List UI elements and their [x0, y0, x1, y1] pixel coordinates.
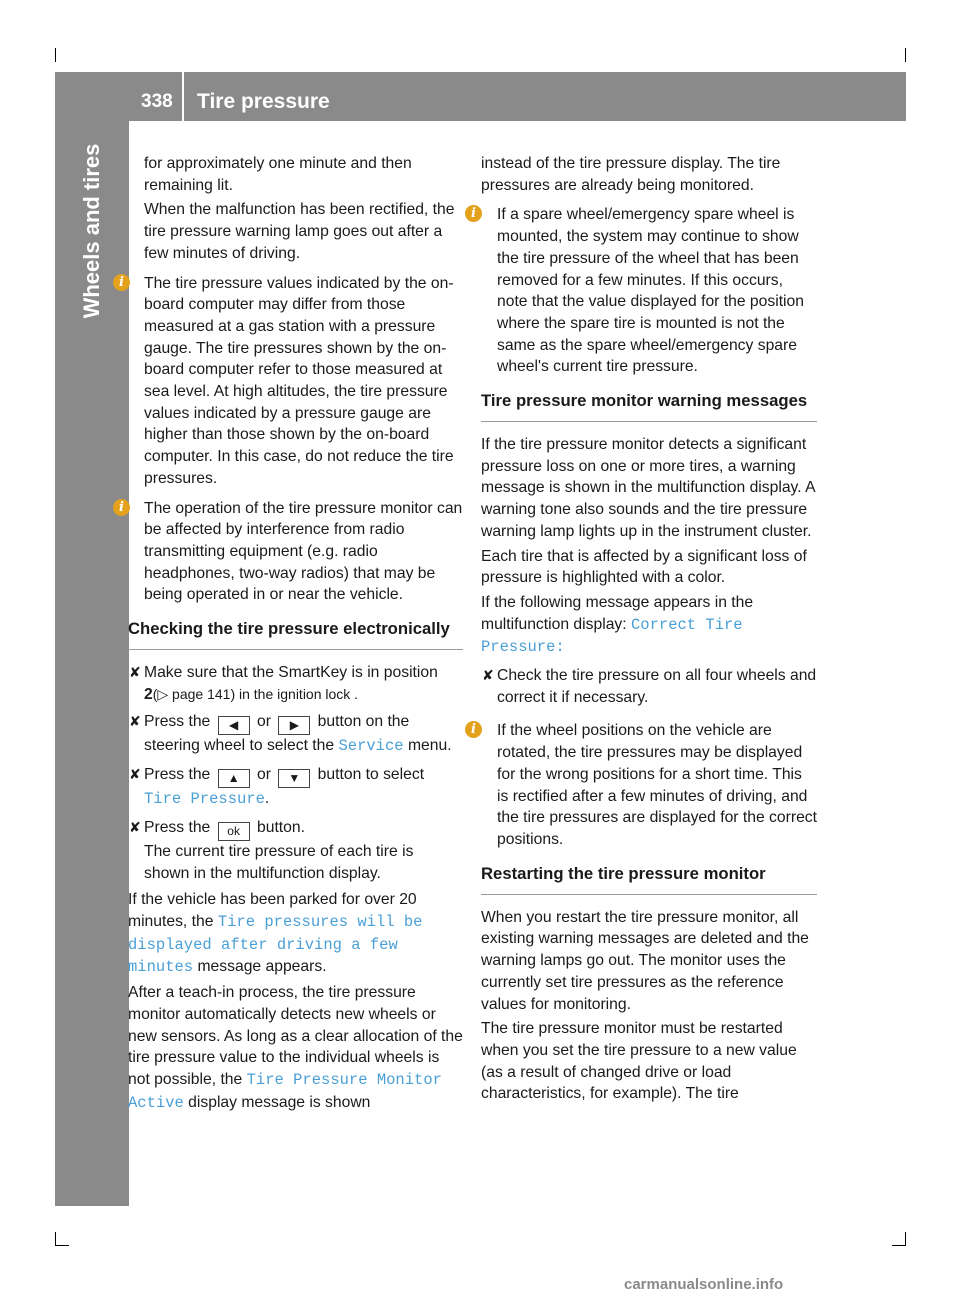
- paragraph: [128, 889, 463, 979]
- crop-mark: [905, 48, 906, 62]
- step-text: or: [257, 713, 271, 731]
- instruction-step: [128, 764, 463, 811]
- info-text: The operation of the tire pressure monitor can be affected by interference from radio transmitting equipment (e.g. radio headphones, two-way radios) that may be being operated in or near the vehicle.: [144, 499, 463, 604]
- step-text: button.: [257, 818, 305, 836]
- display-message: Tire Pressure Monitor Active: [128, 1070, 442, 1112]
- paragraph-text: If the vehicle has been parked for over 20 minutes, the: [128, 891, 417, 930]
- step-bullet-icon: ✘: [129, 818, 141, 835]
- chapter-label: Wheels and tires: [79, 143, 104, 319]
- paragraph-text: message appears.: [197, 958, 327, 976]
- menu-name: Service: [338, 737, 404, 756]
- instruction-step: [128, 662, 463, 705]
- step-text: or: [257, 766, 271, 784]
- crop-mark: [905, 1232, 906, 1246]
- paragraph: When the malfunction has been rectified, the tire pressure warning lamp goes out after a few minutes of driving.: [144, 201, 455, 262]
- step-text: menu.: [407, 737, 452, 755]
- right-column: [471, 153, 818, 1108]
- page-header: [55, 72, 906, 121]
- section-heading: Checking the tire pressure electronically: [128, 618, 463, 650]
- step-text: Press the: [144, 766, 211, 784]
- info-text: The tire pressure values indicated by the on-board computer may differ from those measured at a gas station with a pressure gauge. The tire pressures shown by the on-board computer refer to those measured at sea level. At high altitudes, the tire pressure values indicated by a pressure gauge are higher than those shown by the on-board computer. In this case, do not reduce the tire pressures.: [144, 274, 454, 487]
- page-title: Tire pressure: [197, 90, 330, 113]
- header-separator: [182, 72, 184, 121]
- paragraph: When you restart the tire pressure monitor, all existing warning messages are deleted and the warning lamps go out. The monitor uses the currently set tire pressures as the reference values for monitoring.: [481, 908, 809, 1013]
- paragraph-text: If the following message appears in the multifunction display:: [481, 593, 754, 633]
- display-message: Tire pressures will be displayed after driving a few minutes: [128, 912, 423, 977]
- paragraph: Each tire that is affected by a significant loss of pressure is highlighted with a color.: [481, 547, 807, 587]
- ignition-position: 2: [144, 685, 153, 703]
- crop-mark: [892, 1245, 906, 1246]
- paragraph-text: After a teach-in process, the tire pressure monitor automatically detects new wheels or new sensors. As long as a clear allocation of the tire pressure value to the individual wheels is not possible, the: [128, 984, 463, 1088]
- step-text: button to select: [317, 766, 425, 784]
- info-icon: i: [113, 274, 130, 291]
- paragraph-text: display message is shown: [188, 1093, 371, 1111]
- step-text: .: [264, 790, 270, 808]
- crop-mark: [55, 48, 56, 62]
- step-result: The current tire pressure of each tire is shown in the multifunction display.: [144, 842, 414, 882]
- instruction-step: [128, 711, 463, 758]
- step-text: Check the tire pressure on all four wheels and correct it if necessary.: [497, 667, 817, 706]
- info-text: If a spare wheel/emergency spare wheel is mounted, the system may continue to show the tire pressure of the wheel that has been removed for a few minutes. If this occurs, note that the value displayed for the position where the spare tire is mounted is not the same as the spare wheel/emergency spare wheel's current tire pressure.: [497, 206, 804, 376]
- section-heading: Tire pressure monitor warning messages: [481, 390, 817, 422]
- step-bullet-icon: ✘: [129, 766, 141, 783]
- step-text: Press the: [144, 818, 211, 836]
- step-text: Press the: [144, 713, 211, 731]
- info-icon: i: [465, 721, 482, 738]
- left-column: [119, 153, 463, 1117]
- paragraph: for approximately one minute and then remaining lit.: [144, 155, 412, 194]
- info-text: If the wheel positions on the vehicle are rotated, the tire pressures may be displayed for the wrong positions for a short time. This is rectified after a few minutes of driving, and the tire pressures are displayed for the correct positions.: [497, 722, 818, 848]
- info-note: [471, 720, 818, 850]
- down-arrow-key-icon: ▼: [278, 769, 310, 788]
- instruction-step: [481, 665, 817, 708]
- paragraph: The tire pressure monitor must be restarted when you set the tire pressure to a new value (as a result of changed drive or load characteristics, for example). The tire: [481, 1020, 797, 1103]
- section-heading: Restarting the tire pressure monitor: [481, 863, 817, 895]
- info-note: [119, 498, 463, 607]
- step-bullet-icon: ✘: [482, 667, 494, 684]
- step-text: button on the steering wheel to select the: [144, 713, 410, 755]
- instruction-step: [128, 817, 463, 884]
- watermark: carmanualsonline.info: [624, 1276, 784, 1293]
- info-icon: i: [465, 205, 482, 222]
- paragraph: If the tire pressure monitor detects a significant pressure loss on one or more tires, a warning message is shown in the multifunction display. A warning tone also sounds and the tire pressure warning lamp lights up in the instrument cluster.: [481, 436, 815, 540]
- page-reference: (▷ page 141) in the ignition lock .: [152, 685, 359, 702]
- paragraph: instead of the tire pressure display. The tire pressures are already being monitored.: [481, 155, 781, 194]
- info-icon: i: [113, 499, 130, 516]
- right-arrow-key-icon: ▶: [278, 716, 310, 735]
- step-bullet-icon: ✘: [129, 713, 141, 730]
- step-bullet-icon: ✘: [129, 664, 141, 681]
- left-arrow-key-icon: ◀: [218, 716, 250, 735]
- up-arrow-key-icon: ▲: [218, 769, 250, 788]
- display-message: Correct Tire Pressure:: [481, 615, 743, 657]
- step-text: Make sure that the SmartKey is in position: [144, 664, 438, 682]
- paragraph: [481, 592, 817, 659]
- crop-mark: [55, 1245, 69, 1246]
- paragraph: [128, 982, 463, 1114]
- menu-item-name: Tire Pressure: [144, 790, 265, 809]
- page-number: 338: [141, 91, 173, 112]
- ok-key-icon: ok: [218, 822, 250, 841]
- info-note: [119, 273, 463, 490]
- crop-mark: [55, 1232, 56, 1246]
- info-note: [471, 204, 817, 378]
